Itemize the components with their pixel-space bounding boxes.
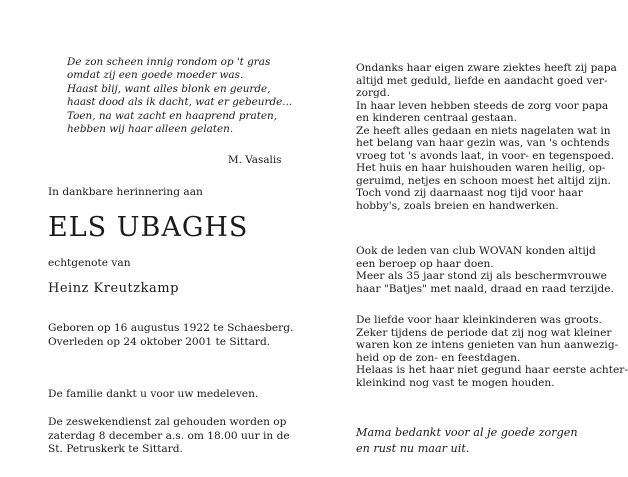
tribute-line: het belang van haar gezin was, van 's ochtends — [356, 137, 610, 150]
life-dates — [48, 322, 293, 349]
poem-line: De zon scheen innig rondom op 't gras — [67, 56, 271, 68]
spouse-name: Heinz Kreutzkamp — [48, 281, 179, 296]
tribute-line: Het huis en haar huishouden waren heilig, op- — [356, 162, 606, 175]
tribute-paragraph-club — [356, 245, 614, 295]
poem-line: omdat zij een goede moeder was. — [67, 69, 244, 82]
tribute-line: hobby's, zoals breien en handwerken. — [356, 200, 559, 213]
thanks-text: De familie dankt u voor uw medeleven. — [48, 388, 259, 400]
death-date: Overleden op 24 oktober 2001 te Sittard. — [48, 335, 271, 348]
poem-line: Toen, na wat zacht en haaprend praten, — [67, 109, 278, 122]
left-page — [0, 0, 300, 477]
tribute-line: altijd met geduld, liefde en aandacht goed ver- — [356, 74, 608, 87]
closing-line: en rust nu maar uit. — [356, 441, 470, 455]
tribute-paragraph-care — [356, 62, 617, 213]
tribute-line: Toch vond zij daarnaast nog tijd voor haar — [356, 187, 583, 200]
tribute-line: In haar leven hebben steeds de zorg voor papa — [356, 99, 609, 112]
birth-date: Geboren op 16 augustus 1922 te Schaesberg. — [48, 322, 294, 334]
poem-author: M. Vasalis — [228, 154, 282, 166]
tribute-line: vroeg tot 's avonds laat, in voor- en tegenspoed. — [356, 149, 615, 162]
closing-text — [356, 425, 590, 456]
tribute-line: Zeker tijdens de periode dat zij nog wat kleiner — [356, 326, 612, 339]
right-page — [300, 0, 628, 477]
tribute-line: een beroep op haar doen. — [356, 257, 494, 270]
tribute-line: Helaas is het haar niet gegund haar eerste achter- — [356, 364, 628, 377]
service-line: De zeswekendienst zal gehouden worden op — [48, 416, 287, 428]
tribute-line: en kinderen centraal gestaan. — [356, 112, 517, 125]
service-notice — [48, 416, 290, 457]
tribute-paragraph-grandchildren — [356, 314, 628, 389]
poem-line: Haast blij, want alles blonk en geurde, — [67, 82, 271, 95]
service-line: St. Petruskerk te Sittard. — [48, 443, 183, 456]
tribute-line: kleinkind nog vast te mogen houden. — [356, 376, 555, 389]
poem — [67, 56, 293, 136]
spouse-label: echtgenote van — [48, 257, 131, 269]
tribute-line: Ze heeft alles gedaan en niets nagelaten wat in — [356, 124, 611, 137]
tribute-line: waren kon ze intens genieten van hun aanwezig- — [356, 339, 619, 352]
deceased-name: ELS UBAGHS — [48, 212, 249, 243]
poem-line: haast dood als ik dacht, wat er gebeurde... — [67, 96, 293, 109]
tribute-line: Meer als 35 jaar stond zij als beschermvrouwe — [356, 270, 607, 283]
closing-line: Mama bedankt voor al je goede zorgen — [356, 426, 578, 439]
tribute-line: haar "Batjes" met naald, draad en raad terzijde. — [356, 282, 614, 295]
tribute-line: Ook de leden van club WOVAN konden altijd — [356, 245, 596, 257]
tribute-line: geruimd, netjes en schoon moest het altijd zijn. — [356, 174, 611, 187]
tribute-line: zorgd. — [356, 87, 390, 100]
poem-line: hebben wij haar alleen gelaten. — [67, 123, 234, 136]
tribute-line: De liefde voor haar kleinkinderen was groots. — [356, 314, 602, 326]
tribute-line: Ondanks haar eigen zware ziektes heeft zij papa — [356, 62, 617, 74]
service-line: zaterdag 8 december a.s. om 18.00 uur in de — [48, 429, 290, 442]
tribute-line: heid op de zon- en feestdagen. — [356, 351, 521, 364]
intro-text: In dankbare herinnering aan — [48, 186, 203, 198]
